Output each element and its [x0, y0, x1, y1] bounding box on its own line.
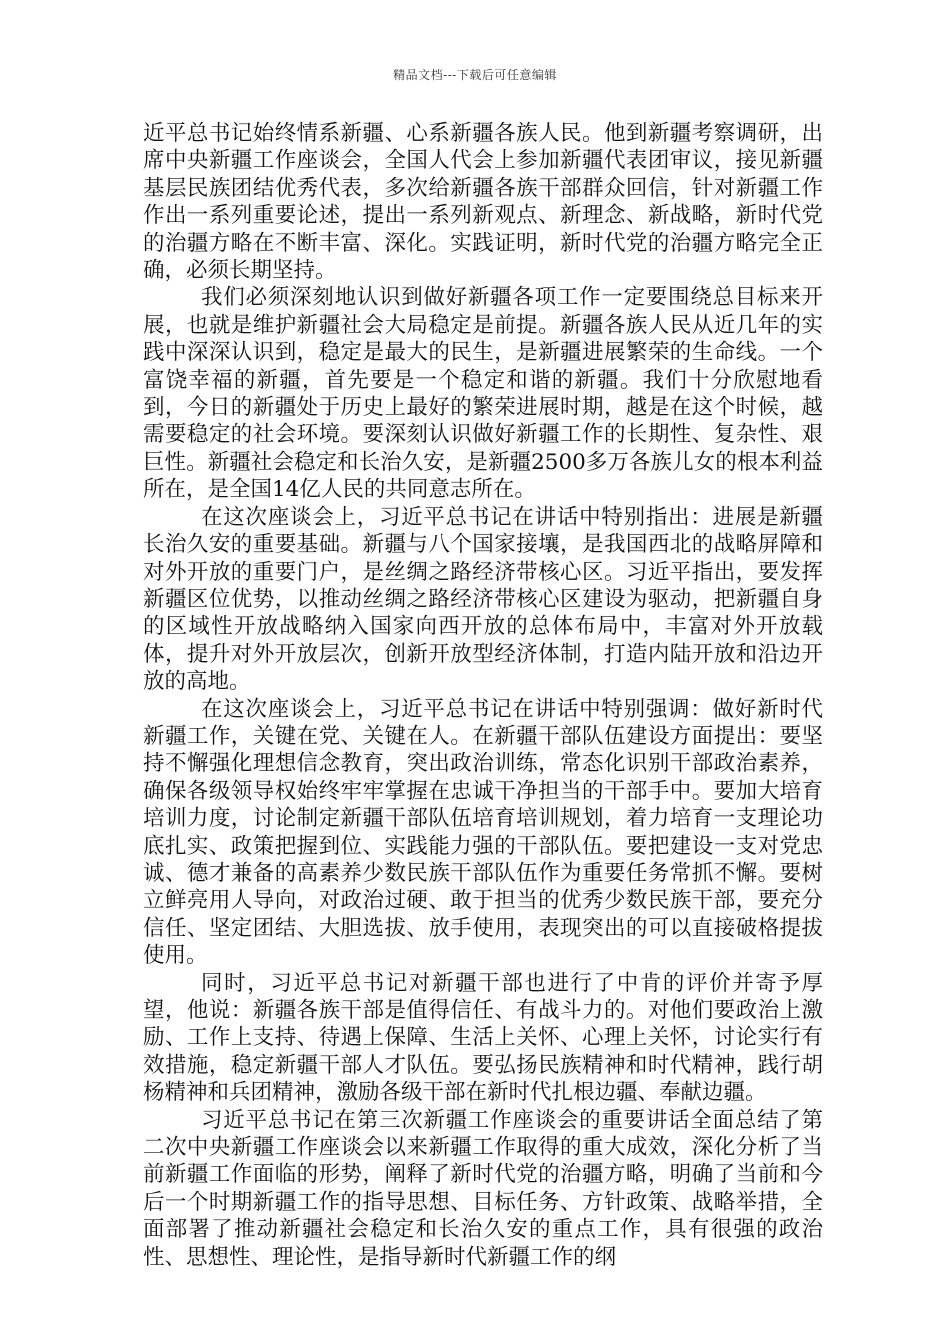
paragraph-3: 在这次座谈会上，习近平总书记在讲话中特别指出：进展是新疆长治久安的重要基础。新疆与八个国家接壤，是我国西北的战略屏障和对外开放的重要门户，是丝绸之路经济带核心区。习近平指出，要发挥新疆区位优势，以推动丝绸之路经济带核心区建设为驱动，把新疆自身的区域性开放战略纳入国家向西开放的总体布局中，丰富对外开放载体，提升对外开放层次，创新开放型经济体制，打造内陆开放和沿边开放的高地。	[143, 504, 823, 695]
document-body	[143, 120, 823, 1271]
paragraph-2: 我们必须深刻地认识到做好新疆各项工作一定要围绕总目标来开展，也就是维护新疆社会大局稳定是前提。新疆各族人民从近几年的实践中深深认识到，稳定是最大的民生，是新疆进展繁荣的生命线。一个富饶幸福的新疆，首先要是一个稳定和谐的新疆。我们十分欣慰地看到，今日的新疆处于历史上最好的繁荣进展时期，越是在这个时候，越需要稳定的社会环境。要深刻认识做好新疆工作的长期性、复杂性、艰巨性。新疆社会稳定和长治久安，是新疆2500多万各族儿女的根本利益所在，是全国14亿人民的共同意志所在。	[143, 285, 823, 503]
paragraph-1: 近平总书记始终情系新疆、心系新疆各族人民。他到新疆考察调研，出席中央新疆工作座谈会，全国人代会上参加新疆代表团审议，接见新疆基层民族团结优秀代表，多次给新疆各族干部群众回信，针对新疆工作作出一系列重要论述，提出一系列新观点、新理念、新战略，新时代党的治疆方略在不断丰富、深化。实践证明，新时代党的治疆方略完全正确，必须长期坚持。	[143, 121, 823, 284]
paragraph-4: 在这次座谈会上，习近平总书记在讲话中特别强调：做好新时代新疆工作，关键在党、关键在人。在新疆干部队伍建设方面提出：要坚持不懈强化理想信念教育，突出政治训练，常态化识别干部政治素养，确保各级领导权始终牢牢掌握在忠诚干净担当的干部手中。要加大培育培训力度，讨论制定新疆干部队伍培育培训规划，着力培育一支理论功底扎实、政策把握到位、实践能力强的干部队伍。要把建设一支对党忠诚、德才兼备的高素养少数民族干部队伍作为重要任务常抓不懈。要树立鲜亮用人导向，对政治过硬、敢于担当的优秀少数民族干部，要充分信任、坚定团结、大胆选拔、放手使用，表现突出的可以直接破格提拔使用。	[143, 696, 823, 969]
paragraph-5: 同时，习近平总书记对新疆干部也进行了中肯的评价并寄予厚望，他说：新疆各族干部是值得信任、有战斗力的。对他们要政治上激励、工作上支持、待遇上保障、生活上关怀、心理上关怀，讨论实行有效措施，稳定新疆干部人才队伍。要弘扬民族精神和时代精神，践行胡杨精神和兵团精神，激励各级干部在新时代扎根边疆、奉献边疆。	[143, 970, 823, 1106]
page-header: 精品文档---下载后可任意编辑	[393, 68, 557, 82]
paragraph-6: 习近平总书记在第三次新疆工作座谈会的重要讲话全面总结了第二次中央新疆工作座谈会以来新疆工作取得的重大成效，深化分析了当前新疆工作面临的形势，阐释了新时代党的治疆方略，明确了当前和今后一个时期新疆工作的指导思想、目标任务、方针政策、战略举措，全面部署了推动新疆社会稳定和长治久安的重点工作，具有很强的政治性、思想性、理论性，是指导新时代新疆工作的纲	[143, 1107, 823, 1270]
